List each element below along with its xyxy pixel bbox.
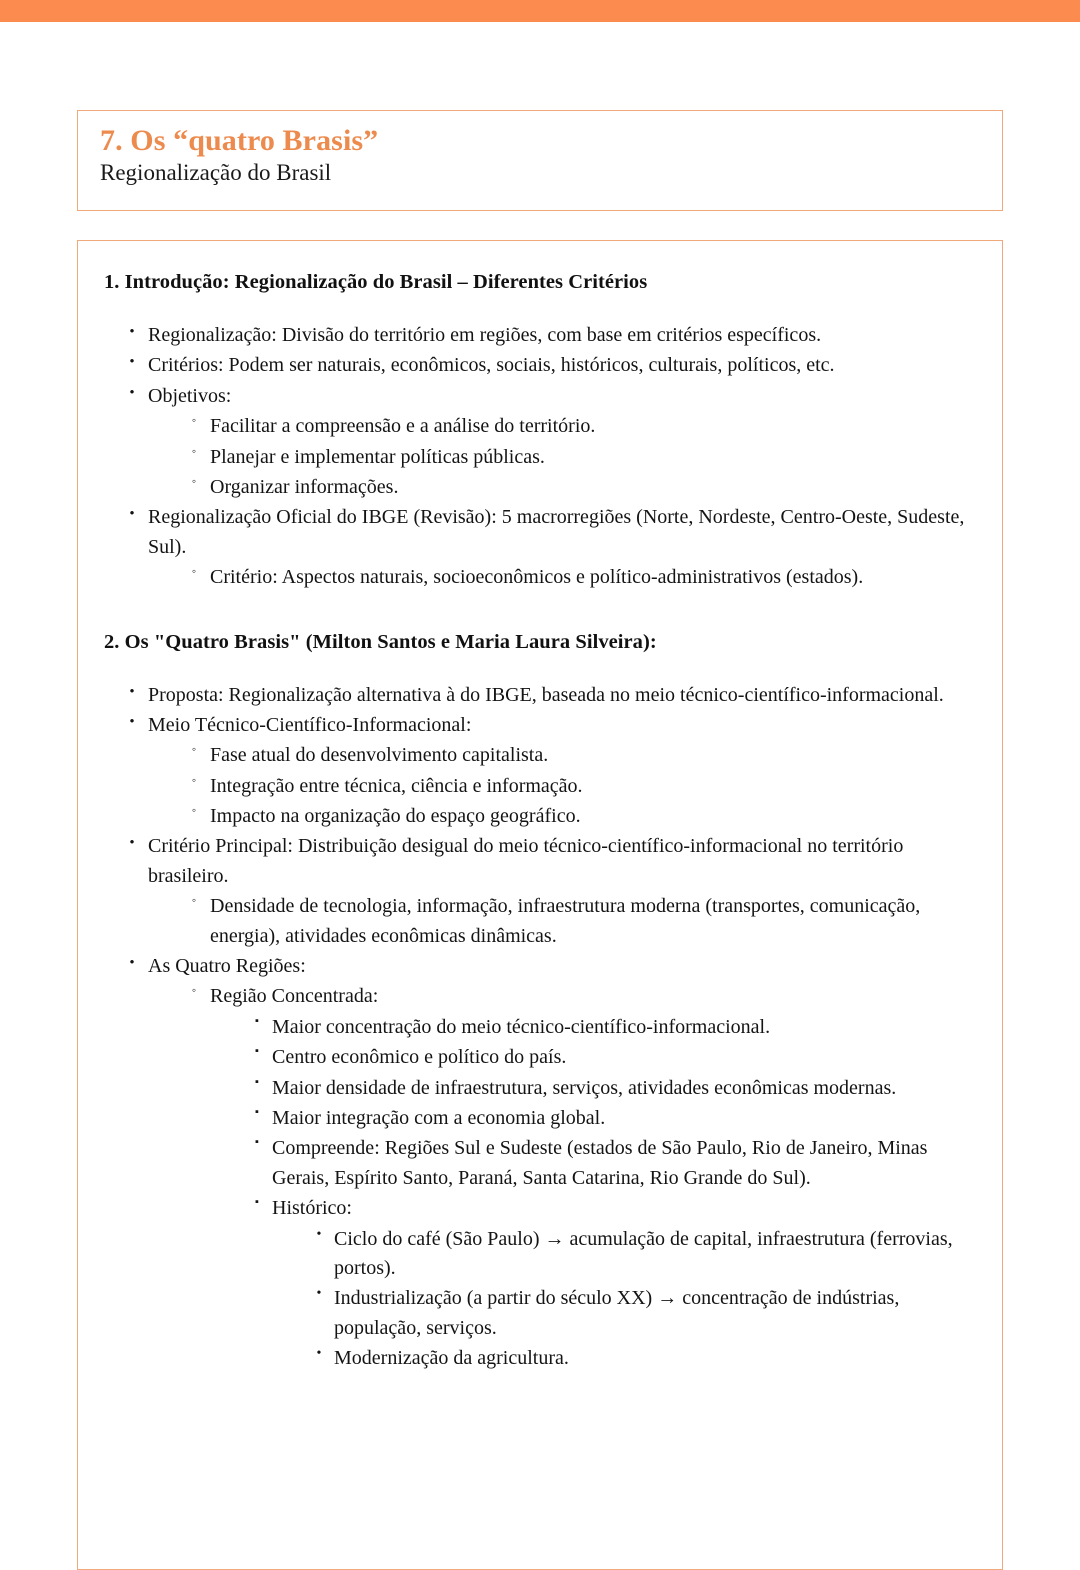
document-content-box <box>77 240 1003 1570</box>
list-item <box>122 503 978 592</box>
list-item-text: Densidade de tecnologia, informação, infraestrutura moderna (transportes, comunicação, energia), atividades econômicas dinâmicas. <box>210 895 921 947</box>
bullet-list-level-4 <box>309 1225 978 1374</box>
list-item-text: As Quatro Regiões: <box>148 955 306 978</box>
bullet-marker-icon: • <box>129 506 135 523</box>
list-item <box>184 412 978 441</box>
bullet-marker-icon: ▪ <box>255 1196 259 1209</box>
section-heading: 2. Os "Quatro Brasis" (Milton Santos e Maria Laura Silveira): <box>104 630 657 653</box>
list-item-text: Organizar informações. <box>210 475 399 498</box>
bullet-marker-icon: • <box>129 683 135 700</box>
bullet-marker-icon: ▪ <box>255 1136 259 1149</box>
bullet-list-level-2 <box>184 412 978 502</box>
list-item-text: Impacto na organização do espaço geográfico. <box>210 805 581 828</box>
bullet-list-level-2 <box>184 741 978 831</box>
list-item <box>184 802 978 831</box>
list-item <box>122 681 978 710</box>
list-item-text: Maior integração com a economia global. <box>272 1106 606 1129</box>
bullet-marker-icon: • <box>129 384 135 401</box>
bullet-marker-icon: ◦ <box>191 564 197 579</box>
list-item <box>122 711 978 832</box>
bullet-marker-icon: ▪ <box>255 1105 259 1118</box>
bullet-marker-icon: ◦ <box>191 803 197 818</box>
list-item <box>184 473 978 502</box>
bullet-marker-icon: ▪ <box>255 1075 259 1088</box>
list-item-text: Critério: Aspectos naturais, socioeconômicos e político-administrativos (estados). <box>210 566 864 589</box>
bullet-marker-icon: • <box>316 1226 322 1242</box>
list-item <box>184 563 978 592</box>
list-item <box>122 351 978 380</box>
bullet-marker-icon: ▪ <box>255 1014 259 1027</box>
list-item-text: Fase atual do desenvolvimento capitalista. <box>210 744 549 767</box>
bullet-marker-icon: • <box>129 835 135 852</box>
list-item-text: Histórico: <box>272 1197 352 1220</box>
list-item <box>309 1225 978 1284</box>
bullet-marker-icon: ◦ <box>191 983 197 998</box>
bullet-marker-icon: • <box>129 713 135 730</box>
bullet-marker-icon: • <box>129 354 135 371</box>
list-item-text: Compreende: Regiões Sul e Sudeste (estados de São Paulo, Rio de Janeiro, Minas Gerais, Espírito Santo, Paraná, Santa Catarina, Rio Grande do Sul). <box>272 1137 928 1189</box>
list-item-text: Industrialização (a partir do século XX) → concentração de indústrias, população, serviços. <box>334 1287 900 1339</box>
bullet-marker-icon: ◦ <box>191 772 197 787</box>
list-item-text: Planejar e implementar políticas públicas. <box>210 445 545 468</box>
list-item-text: Meio Técnico-Científico-Informacional: <box>148 713 472 736</box>
list-item <box>309 1344 978 1373</box>
list-item-text: Integração entre técnica, ciência e informação. <box>210 774 583 797</box>
list-item-text: Proposta: Regionalização alternativa à do IBGE, baseada no meio técnico-científico-informacional. <box>148 683 944 706</box>
bullet-list-level-1 <box>122 681 978 1374</box>
list-item-text: Maior densidade de infraestrutura, serviços, atividades econômicas modernas. <box>272 1076 897 1099</box>
bullet-list-level-3 <box>247 1013 978 1374</box>
top-accent-bar <box>0 0 1080 22</box>
bullet-marker-icon: ◦ <box>191 893 197 908</box>
list-item <box>122 382 978 503</box>
list-item <box>247 1134 978 1193</box>
bullet-marker-icon: • <box>316 1346 322 1362</box>
list-item <box>184 443 978 472</box>
bullet-marker-icon: ◦ <box>191 413 197 428</box>
list-item <box>247 1013 978 1042</box>
bullet-marker-icon: • <box>129 955 135 972</box>
content-body <box>78 241 1002 1374</box>
list-item <box>247 1194 978 1373</box>
list-item <box>122 321 978 350</box>
bullet-marker-icon: ▪ <box>255 1045 259 1058</box>
bullet-list-level-2 <box>184 982 978 1373</box>
list-item-text: Centro econômico e político do país. <box>272 1046 567 1069</box>
list-item <box>184 892 978 951</box>
list-item <box>184 741 978 770</box>
bullet-marker-icon: • <box>129 324 135 340</box>
document-title-box <box>77 110 1003 211</box>
list-item-text: Critério Principal: Distribuição desigual do meio técnico-científico-informacional no território brasileiro. <box>148 835 904 887</box>
list-item-text: Critérios: Podem ser naturais, econômicos, sociais, históricos, culturais, políticos, etc. <box>148 354 835 377</box>
list-item-text: Objetivos: <box>148 384 232 407</box>
bullet-marker-icon: ◦ <box>191 742 197 757</box>
page-subtitle: Regionalização do Brasil <box>100 159 332 185</box>
list-item-text: Região Concentrada: <box>210 985 379 1008</box>
bullet-marker-icon: ◦ <box>191 443 197 458</box>
list-item <box>184 772 978 801</box>
page-title: 7. Os “quatro Brasis” <box>100 124 379 157</box>
list-item-text: Regionalização Oficial do IBGE (Revisão): 5 macrorregiões (Norte, Nordeste, Centro-Oeste, Sudeste, Sul). <box>148 506 965 558</box>
list-item <box>122 832 978 951</box>
section-heading: 1. Introdução: Regionalização do Brasil – Diferentes Critérios <box>104 271 648 293</box>
list-item-text: Facilitar a compreensão e a análise do território. <box>210 415 596 438</box>
list-item-text: Regionalização: Divisão do território em regiões, com base em critérios específicos. <box>148 324 822 346</box>
list-item-text: Maior concentração do meio técnico-científico-informacional. <box>272 1015 771 1038</box>
bullet-list-level-1 <box>122 321 978 593</box>
list-item-text: Ciclo do café (São Paulo) → acumulação de capital, infraestrutura (ferrovias, portos). <box>334 1227 953 1279</box>
bullet-list-level-2 <box>184 892 978 951</box>
list-item <box>247 1043 978 1072</box>
list-item <box>309 1284 978 1343</box>
list-item <box>247 1104 978 1133</box>
list-item-text: Modernização da agricultura. <box>334 1347 569 1370</box>
bullet-marker-icon: • <box>316 1286 322 1302</box>
list-item <box>184 982 978 1373</box>
list-item <box>247 1074 978 1103</box>
bullet-marker-icon: ◦ <box>191 473 197 488</box>
list-item <box>122 952 978 1373</box>
bullet-list-level-2 <box>184 563 978 592</box>
